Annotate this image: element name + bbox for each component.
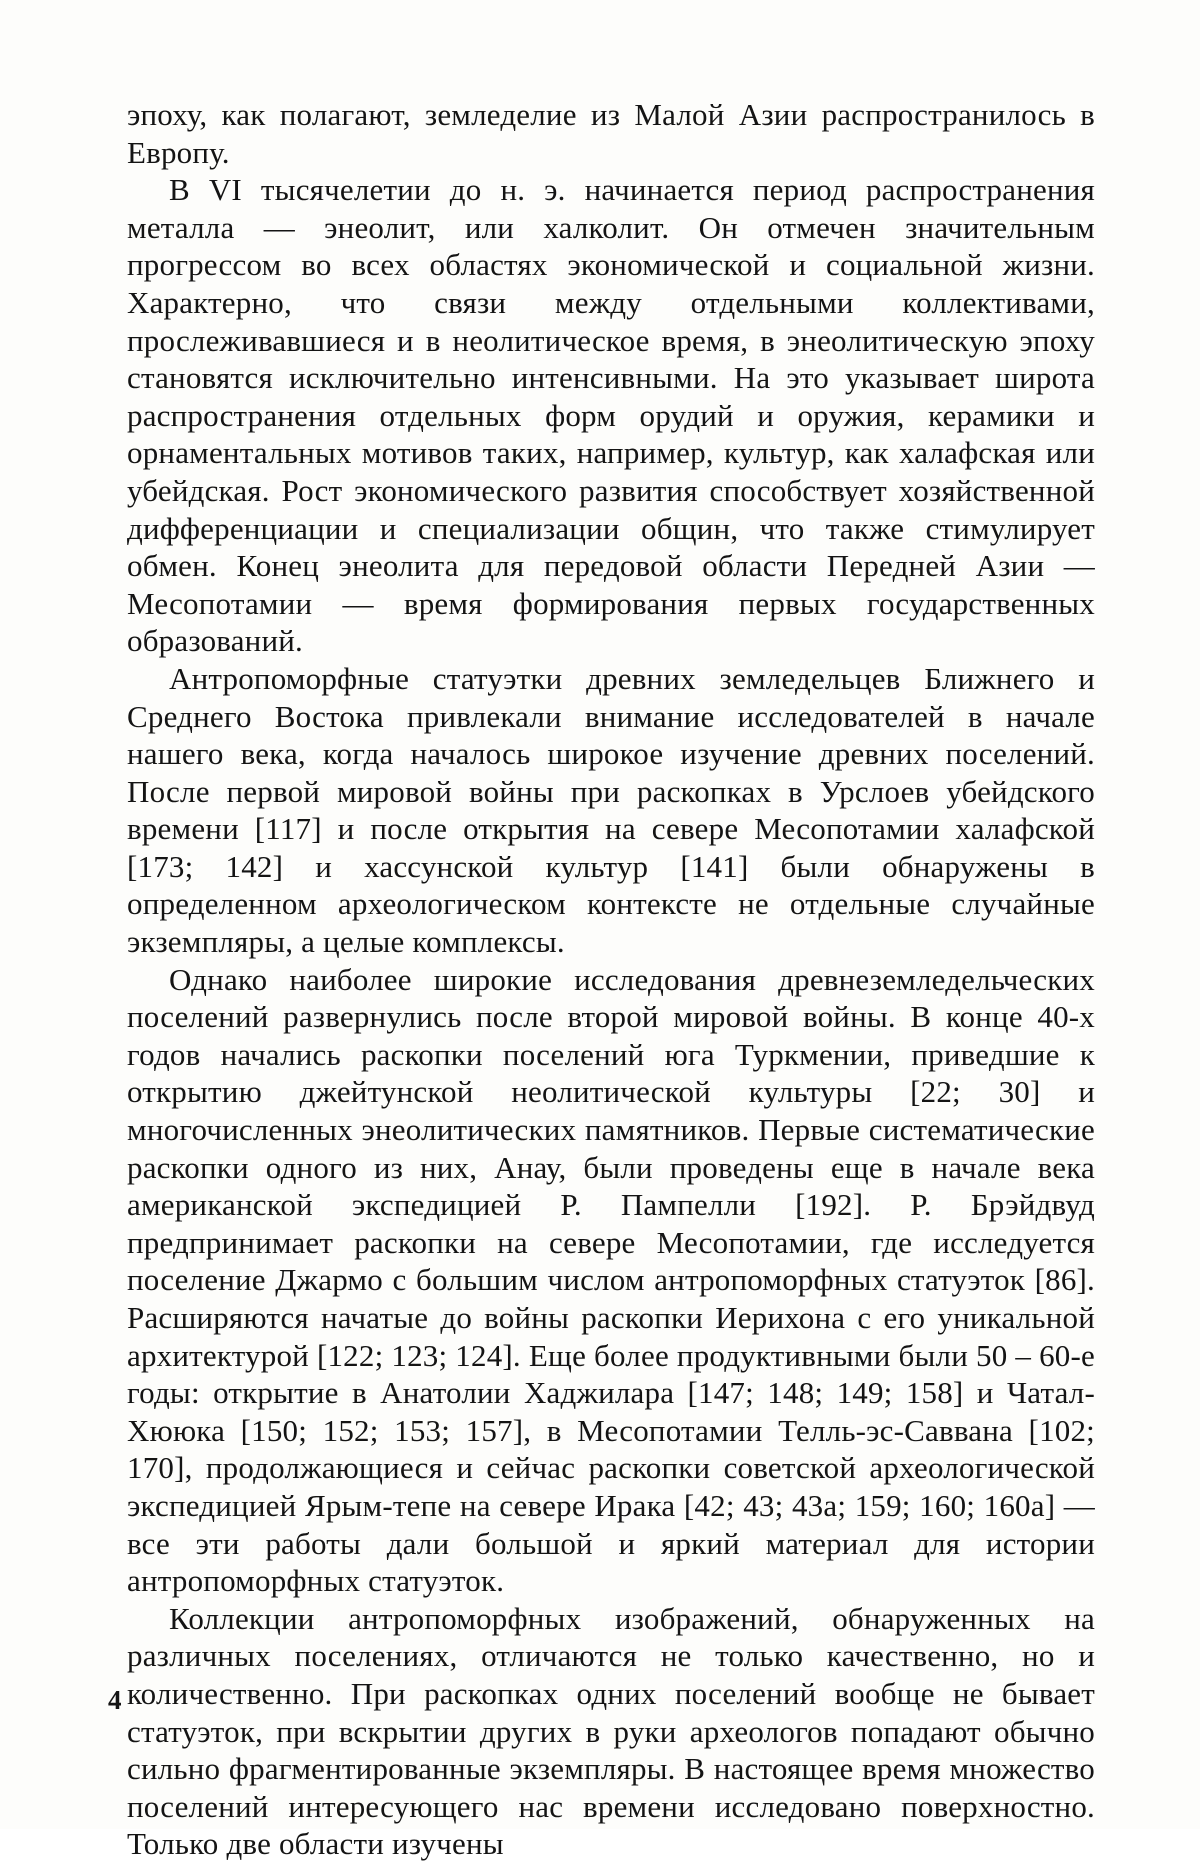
paragraph-collections: Коллекции антропоморфных изображений, обнаруженных на различных поселениях, отличаются не только качественно, но и количественно. При раскопках одних поселений вообще не бывает статуэток, при вскрытии других в руки археологов попадают обычно сильно фрагментированные экземпляры. В настоящее время множество поселений интересующего нас времени исследовано поверхностно. Только две области изучены bbox=[127, 1600, 1095, 1862]
paragraph-continuation: эпоху, как полагают, земледелие из Малой Азии распространилось в Европу. bbox=[127, 97, 1095, 170]
paragraph-eneolithic: В VI тысячелетии до н. э. начинается период распространения металла — энеолит, или халколит. Он отмечен значительным прогрессом во всех областях экономической и социальной жизни. Характерно, что связи между отдельными коллективами, прослеживавшиеся и в неолитическое время, в энеолитическую эпоху становятся исключительно интенсивными. На это указывает широта распространения отдельных форм орудий и оружия, керамики и орнаментальных мотивов таких, например, культур, как халафская или убейдская. Рост экономического развития способствует хозяйственной дифференциации и специализации общин, что также стимулирует обмен. Конец энеолита для передовой области Передней Азии — Месопотамии — время формирования первых государственных образований. bbox=[127, 172, 1095, 659]
body-text bbox=[127, 96, 1095, 1863]
page-number: 4 bbox=[108, 1685, 122, 1715]
paragraph-statuettes-research: Антропоморфные статуэтки древних земледельцев Ближнего и Среднего Востока привлекали внимание исследователей в начале нашего века, когда началось широкое изучение древних поселений. После первой мировой войны при раскопках в Урслоев убейдского времени [117] и после открытия на севере Месопотамии халафской [173; 142] и хассунской культур [141] были обнаружены в определенном археологическом контексте не отдельные случайные экземпляры, а целые комплексы. bbox=[127, 660, 1095, 960]
paragraph-postwar-excavations: Однако наиболее широкие исследования древнеземледельческих поселений развернулись после второй мировой войны. В конце 40-х годов начались раскопки поселений юга Туркмении, приведшие к открытию джейтунской неолитической культуры [22; 30] и многочисленных энеолитических памятников. Первые систематические раскопки одного из них, Анау, были проведены еще в начале века американской экспедицией Р. Пампелли [192]. Р. Брэйдвуд предпринимает раскопки на севере Месопотамии, где исследуется поселение Джармо с большим числом антропоморфных статуэток [86]. Расширяются начатые до войны раскопки Иерихона с его уникальной архитектурой [122; 123; 124]. Еще более продуктивными были 50 – 60-е годы: открытие в Анатолии Хаджилара [147; 148; 149; 158] и Чатал-Хююка [150; 152; 153; 157], в Месопотамии Телль-эс-Саввана [102; 170], продолжающиеся и сейчас раскопки советской археологической экспедицией Ярым-тепе на севере Ирака [42; 43; 43а; 159; 160; 160а] — все эти работы дали большой и яркий материал для истории антропоморфных статуэток. bbox=[127, 961, 1095, 1599]
